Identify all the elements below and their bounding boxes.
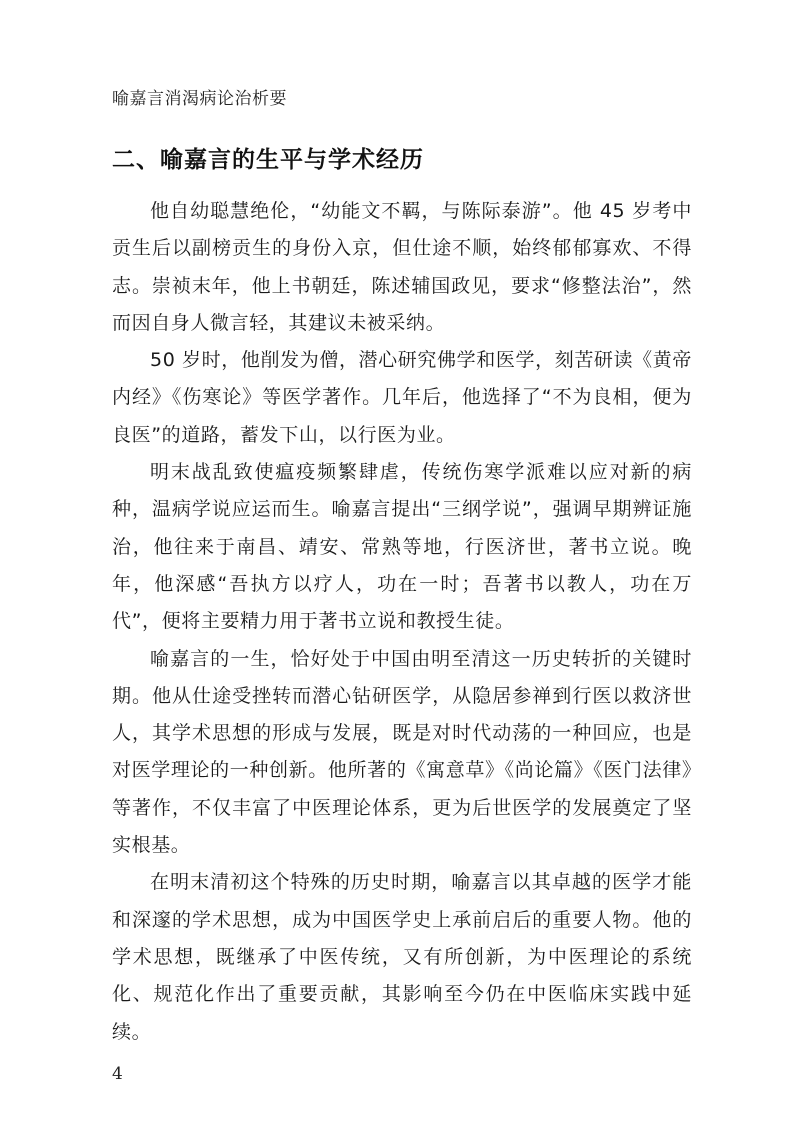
paragraph: 50 岁时，他削发为僧，潜心研究佛学和医学，刻苦研读《黄帝内经》《伤寒论》等医学著作。几年后，他选择了“不为良相，便为良医”的道路，蓄发下山，以行医为业。	[112, 349, 692, 446]
body-text	[112, 193, 692, 1051]
paragraph: 在明末清初这个特殊的历史时期，喻嘉言以其卓越的医学才能和深邃的学术思想，成为中国医学史上承前启后的重要人物。他的学术思想，既继承了中医传统，又有所创新，为中医理论的系统化、规范化作出了重要贡献，其影响至今仍在中医临床实践中延续。	[112, 871, 692, 1043]
paragraph: 喻嘉言的一生，恰好处于中国由明至清这一历史转折的关键时期。他从仕途受挫转而潜心钻研医学，从隐居参禅到行医以救济世人，其学术思想的形成与发展，既是对时代动荡的一种回应，也是对医学理论的一种创新。他所著的《寓意草》《尚论篇》《医门法律》等著作，不仅丰富了中医理论体系，更为后世医学的发展奠定了坚实根基。	[112, 647, 692, 857]
paragraph: 他自幼聪慧绝伦，“幼能文不羁，与陈际泰游”。他 45 岁考中贡生后以副榜贡生的身份入京，但仕途不顺，始终郁郁寡欢、不得志。崇祯末年，他上书朝廷，陈述辅国政见，要求“修整法治”，然而因自身人微言轻，其建议未被采纳。	[112, 200, 692, 334]
page-number: 4	[112, 1064, 123, 1084]
paragraph: 明末战乱致使瘟疫频繁肆虐，传统伤寒学派难以应对新的病种，温病学说应运而生。喻嘉言提出“三纲学说”，强调早期辨证施治，他往来于南昌、靖安、常熟等地，行医济世，著书立说。晚年，他深感“吾执方以疗人，功在一时；吾著书以教人，功在万代”，便将主要精力用于著书立说和教授生徒。	[112, 461, 692, 633]
section-heading: 二、喻嘉言的生平与学术经历	[112, 147, 424, 173]
running-head: 喻嘉言消渴病论治析要	[112, 89, 287, 109]
